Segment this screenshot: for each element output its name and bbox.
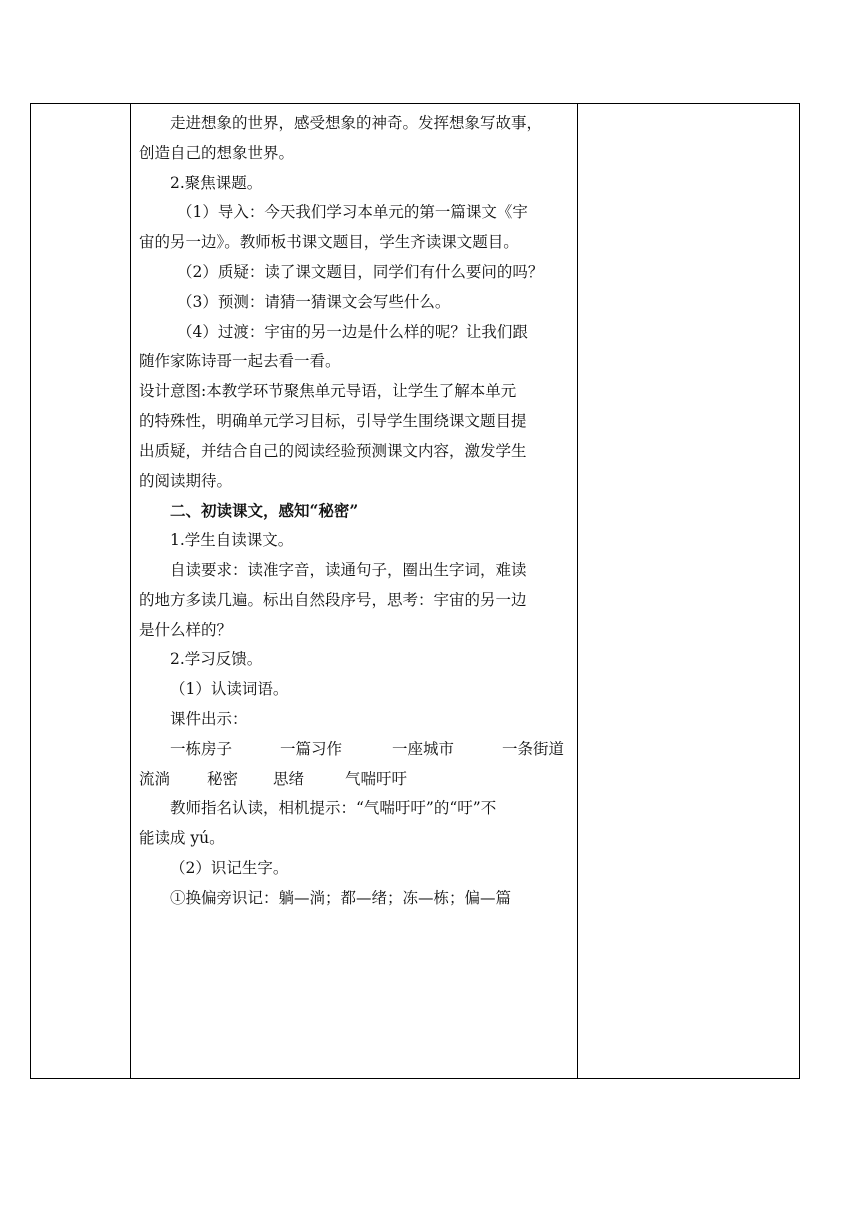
lesson-content-cell	[139, 109, 571, 914]
section-heading-bold: 二、初读课文，感知“秘密”	[170, 501, 359, 521]
vocab-word: 一篇习作	[280, 739, 343, 758]
paragraph-line: （2）识记生字。	[170, 858, 289, 877]
paragraph-line: （2）质疑：读了课文题目，同学们有什么要问的吗？	[177, 262, 544, 281]
paragraph-line: 能读成 yú。	[139, 829, 225, 848]
column-divider-right	[577, 104, 578, 1078]
paragraph-line: 教师指名认读，相机提示：“气喘吁吁”的“吁”不	[170, 799, 497, 818]
paragraph-line: 创造自己的想象世界。	[139, 143, 295, 162]
section-heading: 1.学生自读课文。	[170, 531, 294, 550]
section-heading: 2.学习反馈。	[170, 650, 263, 669]
paragraph-line: 随作家陈诗哥一起去看一看。	[139, 352, 341, 371]
vocab-word: 流淌	[139, 769, 171, 788]
vocab-word: 一座城市	[392, 739, 455, 758]
paragraph-line: （1）认读词语。	[170, 680, 289, 699]
vocab-word: 思绪	[273, 769, 305, 788]
vocab-word: 秘密	[207, 769, 239, 788]
design-intent-line: 的特殊性，明确单元学习目标，引导学生围绕课文题目提	[139, 411, 527, 430]
paragraph-line: 自读要求：读准字音，读通句子，圈出生字词，难读	[170, 560, 527, 579]
paragraph-line: 课件出示：	[170, 709, 248, 728]
column-divider-left	[130, 104, 131, 1078]
paragraph-line: 走进想象的世界，感受想象的神奇。发挥想象写故事，	[170, 114, 543, 132]
vocab-row-2	[139, 765, 571, 795]
vocab-word: 一栋房子	[170, 739, 233, 758]
design-intent-line: 的阅读期待。	[139, 471, 233, 490]
paragraph-line: （1）导入：今天我们学习本单元的第一篇课文《宇	[177, 203, 528, 222]
design-intent-line: 出质疑，并结合自己的阅读经验预测课文内容，激发学生	[139, 441, 527, 460]
paragraph-line: 是什么样的？	[139, 620, 233, 639]
paragraph-line: （4）过渡：宇宙的另一边是什么样的呢？让我们跟	[177, 322, 528, 341]
paragraph-line: 宙的另一边》。教师板书课文题目，学生齐读课文题目。	[139, 233, 519, 252]
lesson-table	[30, 103, 800, 1079]
vocab-word: 一条街道	[502, 739, 565, 758]
vocab-word: 气喘吁吁	[345, 769, 408, 788]
paragraph-line: ①换偏旁识记：躺—淌；都—绪；冻—栋；偏—篇	[170, 888, 512, 907]
vocab-row-1	[139, 735, 571, 765]
section-heading: 2.聚焦课题。	[170, 173, 263, 192]
paragraph-line: （3）预测：请猜一猜课文会写些什么。	[177, 292, 451, 311]
paragraph-line: 的地方多读几遍。标出自然段序号，思考：宇宙的另一边	[139, 590, 527, 609]
design-intent-line: 设计意图:本教学环节聚焦单元导语，让学生了解本单元	[139, 382, 517, 401]
